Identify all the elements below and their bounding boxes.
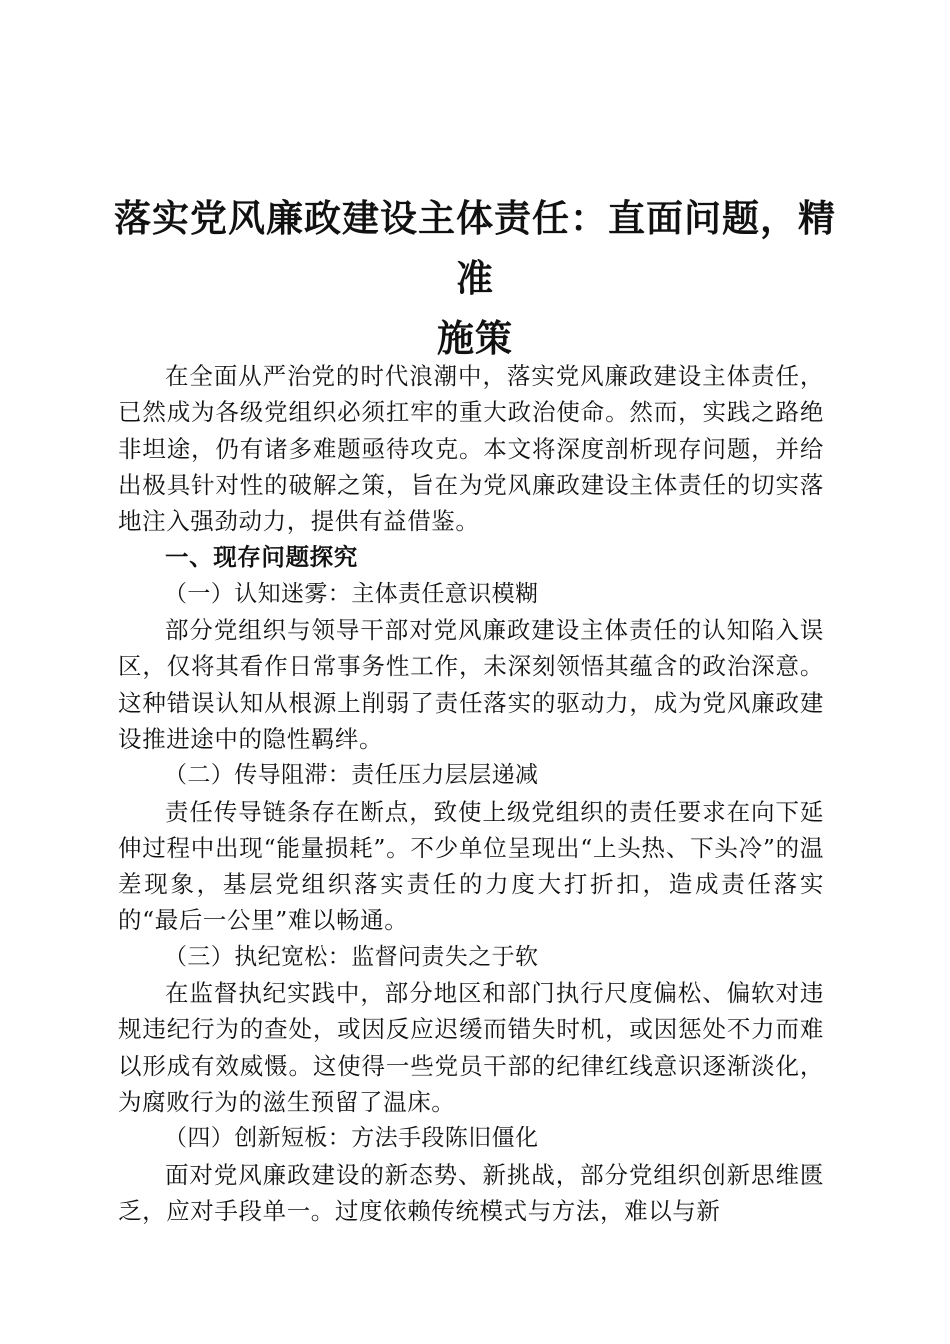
subsection-body-4: 面对党风廉政建设的新态势、新挑战，部分党组织创新思维匮乏，应对手段单一。过度依赖传统模式与方法，难以与新 <box>118 1160 824 1225</box>
section-heading-1: 一、现存问题探究 <box>165 543 358 572</box>
subsection-heading-2: （二）传导阻滞：责任压力层层递减 <box>164 762 539 789</box>
title-line-2: 施策 <box>437 315 513 360</box>
subsection-body-2: 责任传导链条存在断点，致使上级党组织的责任要求在向下延伸过程中出现“能量损耗”。不少单位呈现出“上头热、下头冷”的温差现象，基层党组织落实责任的力度大打折扣，造成责任落实的“最后一公里”难以畅通。 <box>118 797 824 935</box>
intro-paragraph: 在全面从严治党的时代浪潮中，落实党风廉政建设主体责任，已然成为各级党组织必须扛牢的重大政治使命。然而，实践之路绝非坦途，仍有诸多难题亟待攻克。本文将深度剖析现存问题，并给出极具针对性的破解之策，旨在为党风廉政建设主体责任的切实落地注入强劲动力，提供有益借鉴。 <box>118 362 824 536</box>
subsection-heading-3: （三）执纪宽松：监督问责失之于软 <box>164 943 539 970</box>
subsection-body-3: 在监督执纪实践中，部分地区和部门执行尺度偏松、偏软对违规违纪行为的查处，或因反应迟缓而错失时机，或因惩处不力而难以形成有效威慑。这使得一些党员干部的纪律红线意识逐渐淡化，为腐败行为的滋生预留了温床。 <box>118 979 824 1116</box>
title-line-1: 落实党风廉政建设主体责任：直面问题，精准 <box>114 195 836 300</box>
subsection-heading-1: （一）认知迷雾：主体责任意识模糊 <box>164 580 539 607</box>
document-title <box>110 188 840 368</box>
subsection-heading-4: （四）创新短板：方法手段陈旧僵化 <box>164 1125 539 1152</box>
subsection-body-1: 部分党组织与领导干部对党风廉政建设主体责任的认知陷入误区，仅将其看作日常事务性工作，未深刻领悟其蕴含的政治深意。这种错误认知从根源上削弱了责任落实的驱动力，成为党风廉政建设推进途中的隐性羁绊。 <box>118 616 824 753</box>
document-body <box>118 358 824 1229</box>
